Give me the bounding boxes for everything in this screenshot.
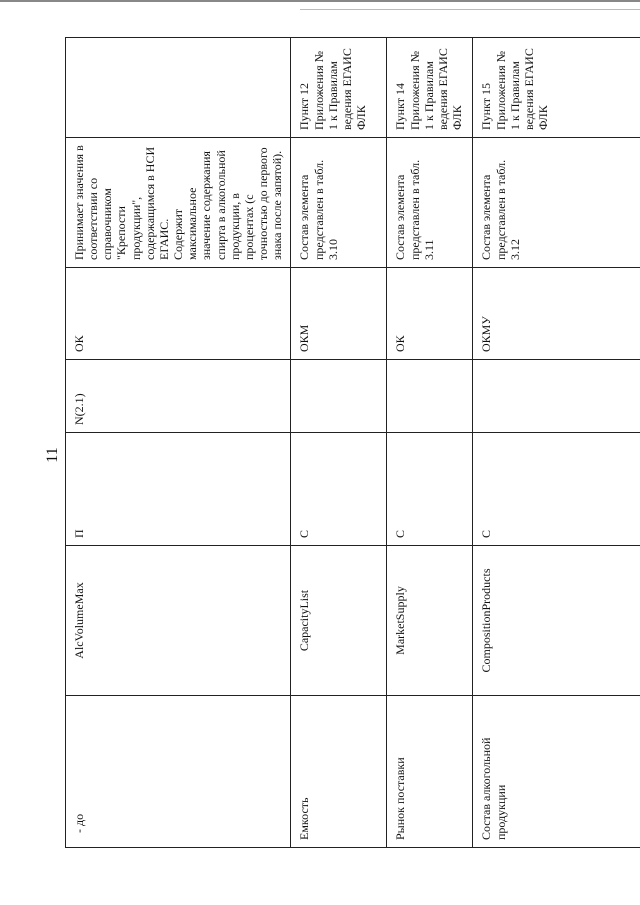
cell-type (473, 360, 640, 433)
cell-code: ОК (387, 268, 473, 360)
table-row (291, 38, 387, 848)
cell-code: ОКМУ (473, 268, 640, 360)
cell-type: N(2.1) (66, 360, 291, 433)
cell-p: С (473, 433, 640, 546)
cell-reference: Пункт 12 Приложения № 1 к Правилам ведения ЕГАИС ФЛК (291, 38, 387, 138)
table-row (473, 38, 640, 848)
table-row (387, 38, 473, 848)
cell-description: Состав элемента представлен в табл. 3.11 (387, 138, 473, 268)
cell-description: Принимает значения в соответствии со справочником "Крепости продукции", содержащимся в НСИ ЕГАИС. Содержит максимальное значение содержания спирта в алкогольной продукции, в процентах (с точностью до первого знака после запятой). (66, 138, 291, 268)
cell-element-name: AlcVolumeMax (66, 546, 291, 696)
top-rule (0, 0, 640, 2)
document-table (65, 37, 640, 848)
cell-element-name: CompositionProducts (473, 546, 640, 696)
cell-description: Состав элемента представлен в табл. 3.10 (291, 138, 387, 268)
cell-code: ОКМ (291, 268, 387, 360)
cell-element-name: MarketSupply (387, 546, 473, 696)
table-row (66, 38, 291, 848)
cell-code: ОК (66, 268, 291, 360)
cell-title: Емкость (291, 696, 387, 848)
top-rule-secondary (300, 9, 640, 10)
cell-title: Состав алкогольной продукции (473, 696, 640, 848)
rotated-page (65, 38, 630, 848)
cell-title: - до (66, 696, 291, 848)
cell-p: П (66, 433, 291, 546)
cell-p: С (291, 433, 387, 546)
cell-reference (66, 38, 291, 138)
cell-description: Состав элемента представлен в табл. 3.12 (473, 138, 640, 268)
cell-title: Рынок поставки (387, 696, 473, 848)
cell-type (387, 360, 473, 433)
cell-reference: Пункт 14 Приложения № 1 к Правилам ведения ЕГАИС ФЛК (387, 38, 473, 138)
page-number: 11 (44, 447, 61, 463)
cell-element-name: CapacityList (291, 546, 387, 696)
cell-reference: Пункт 15 Приложения № 1 к Правилам ведения ЕГАИС ФЛК (473, 38, 640, 138)
cell-p: С (387, 433, 473, 546)
cell-type (291, 360, 387, 433)
